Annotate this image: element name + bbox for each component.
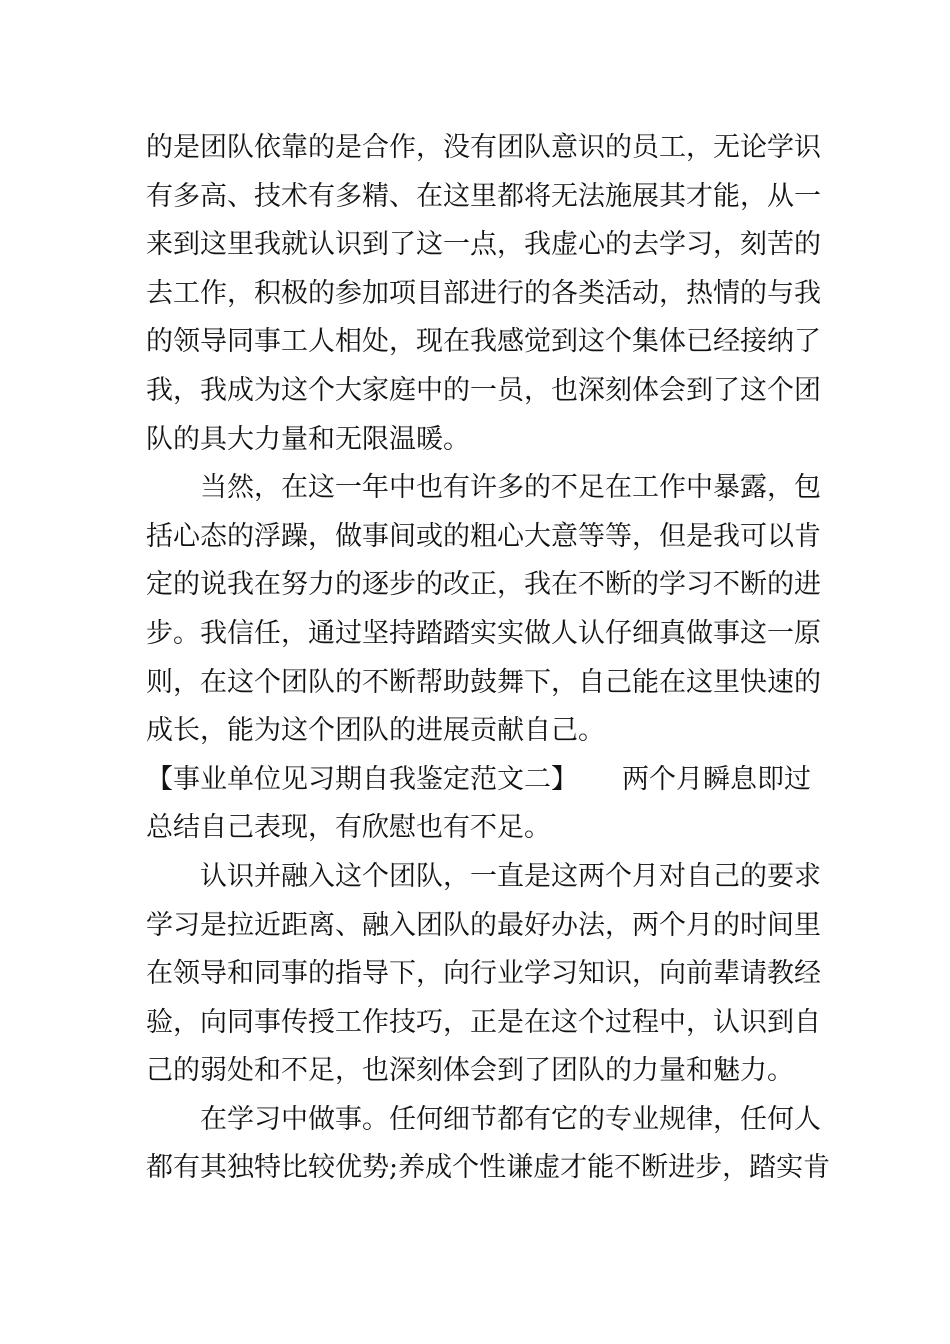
paragraph [146, 804, 811, 853]
section-heading: 【事业单位见习期自我鉴定范文二】 [146, 763, 578, 795]
text-line: 的是团队依靠的是合作，没有团队意识的员工，无论学识 [146, 132, 821, 163]
text-line: 括心态的浮躁，做事间或的粗心大意等等，但是我可以肯 [146, 520, 821, 552]
section-heading-continuation: 两个月瞬息即过 [622, 763, 811, 795]
text-line: 则，在这个团队的不断帮助鼓舞下，自己能在这里快速的 [146, 666, 821, 698]
text-line: 来到这里我就认识到了这一点，我虚心的去学习，刻苦的 [146, 229, 821, 261]
text-line: 步。我信任，通过坚持踏踏实实做人认仔细真做事这一原 [146, 617, 821, 649]
text-line: 我，我成为这个大家庭中的一员，也深刻体会到了这个团 [146, 374, 821, 406]
text-line: 在学习中做事。任何细节都有它的专业规律，任何人 [200, 1103, 821, 1135]
text-line: 学习是拉近距离、融入团队的最好办法，两个月的时间里 [146, 909, 821, 941]
document-body [146, 124, 831, 1193]
paragraph [146, 464, 821, 756]
paragraph [146, 1096, 831, 1193]
text-line: 在领导和同事的指导下，向行业学习知识，向前辈请教经 [146, 958, 821, 990]
paragraph [146, 853, 821, 1096]
text-line: 己的弱处和不足，也深刻体会到了团队的力量和魅力。 [146, 1055, 794, 1087]
section-heading-line [146, 756, 811, 805]
text-line: 定的说我在努力的逐步的改正，我在不断的学习不断的进 [146, 569, 821, 601]
text-line: 验，向同事传授工作技巧，正是在这个过程中，认识到自 [146, 1006, 821, 1038]
paragraph [146, 124, 821, 464]
text-line: 的领导同事工人相处，现在我感觉到这个集体已经接纳了 [146, 326, 821, 358]
text-line: 认识并融入这个团队，一直是这两个月对自己的要求 [200, 860, 821, 892]
text-line: 去工作，积极的参加项目部进行的各类活动，热情的与我 [146, 277, 821, 309]
text-line: 都有其独特比较优势;养成个性谦虚才能不断进步，踏实肯 [146, 1152, 831, 1184]
text-line: 当然，在这一年中也有许多的不足在工作中暴露，包 [200, 472, 821, 504]
text-line: 成长，能为这个团队的进展贡献自己。 [146, 715, 605, 747]
text-line: 有多高、技术有多精、在这里都将无法施展其才能，从一 [146, 180, 821, 212]
text-line: 队的具大力量和无限温暖。 [146, 423, 470, 455]
text-line: 总结自己表现，有欣慰也有不足。 [146, 812, 551, 844]
